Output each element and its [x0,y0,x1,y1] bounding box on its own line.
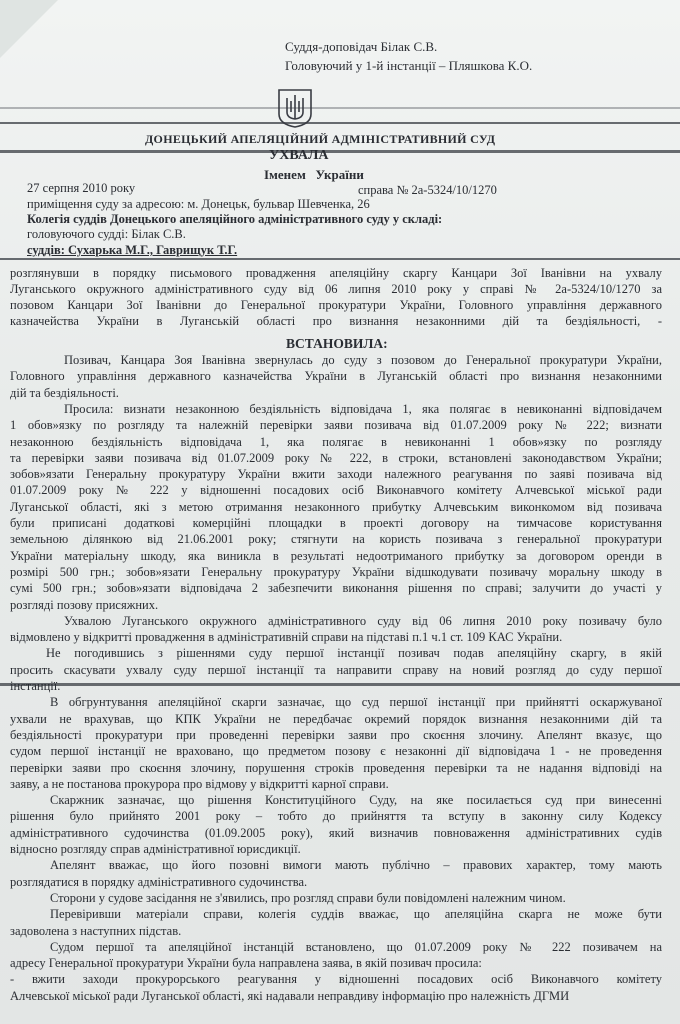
body-line: відмовлено у відкритті провадження в адміністративній справи на підставі п.1 ч.1 ст. 109 КАС України. [10,630,563,645]
body-line: дій та бездіяльності. [10,385,119,400]
scan-artifact-line [0,150,680,153]
body-line: зобов»язати Генеральну прокуратуру України вжити заходи належного реагування по заяві позивача від [10,467,662,482]
body-line: незаконною бездіяльність відповідача 1, яка полягає в невиконанні 1 обов»язку по розгляду [10,434,662,449]
body-line: ухвали не врахував, що КПК України не передбачає окремий порядок визнання незаконними дій та [10,711,662,726]
body-line: судом першої інстанції не враховано, що предметом позову є незаконні дії відповідача 1 - не проведення [10,744,662,759]
presiding-first-instance: Головуючий у 1-й інстанції – Пляшкова К.О. [285,58,533,73]
body-line: Апелянт вважає, що його позовні вимоги мають публічно – правових характер, тому мають [50,858,662,873]
body-line: рішення було прийнято 2001 року – тобто до прийняття та вступу в законну силу Кодексу [10,809,662,824]
judge-reporter: Суддя-доповідач Білак С.В. [285,39,438,54]
body-line: України матеріальну шкоду, яка виникла в результаті недоотриманого прибутку за договором оренди в [10,548,662,563]
body-line: Не погодившись з рішеннями суду першої інстанції позивач подав апеляційну скаргу, в якій [46,646,662,661]
document-title: УХВАЛА [269,148,329,163]
body-line: та перевірки заяви позивача від 01.07.2009 року № 222, в строки, встановлені законодавством України; [10,450,662,465]
body-line: Алчевської міської ради Луганської області, які надавали неправдиву інформацію про належність ДГМИ [10,988,570,1003]
body-line: інстанції. [10,679,61,693]
body-line: задоволена з наступних підстав. [10,923,182,938]
intro-line: Луганського окружного адміністративного суду від 06 липня 2010 року у справі № 2а-5324/10/1270 за [10,282,662,296]
body-line: 1 обов»язку по розгляду та належній перевірки заяви позивача від 01.07.2009 року № 222; визнати [10,418,662,433]
body-line: Просила: визнати незаконною бездіяльність відповідача 1, яка полягає в невиконанні відповідачем [64,401,662,416]
body-line: розмірі 500 грн.; зобов»язати Генеральну прокуратуру України відшкодувати позивачу моральну шкоду в [10,564,662,579]
trident-emblem-icon [276,88,314,128]
folded-corner [0,0,58,58]
body-line: земельною ділянкою від 21.06.2001 року; стягнути на користь позивача з генеральної прокуратури [10,532,662,547]
body-line: перевірки заяви про скоєння злочину, порушення строків проведення перевірки та не надання відповіді на [10,760,662,775]
case-number: справа № 2а-5324/10/1270 [358,183,497,197]
body-line: Позивач, Канцара Зоя Іванівна звернулась до суду з позовом до Генеральної прокуратури України, [64,353,662,367]
body-line: заяву, а не постанова прокурора про відмову у відкритті карної справи. [10,776,389,791]
panel-composition: Колегія суддів Донецького апеляційного адміністративного суду у складі: [27,212,443,226]
court-name: ДОНЕЦЬКИЙ АПЕЛЯЦІЙНИЙ АДМІНІСТРАТИВНИЙ СУД [145,132,496,146]
body-line: Головного управління державного казначейства України в Луганській області про визнання незаконними [10,369,662,384]
scan-artifact-line [0,107,680,109]
court-premises: приміщення суду за адресою: м. Донецьк, бульвар Шевченка, 26 [27,197,370,211]
body-line: просить скасувати ухвалу суду першої інстанції та направити справу на новий розгляд до суду першої [10,662,662,677]
body-line: були приписані додаткові комерційні площадки в проекті договору на тимчасове користування [10,516,662,530]
body-line: Луганської області, які з метою отримання незаконного прибутку Алчевським виконкомом від позивача [10,499,662,514]
body-line: Сторони у судове засідання не з'явились, про розгляд справи були повідомлені належним чином. [50,890,566,905]
body-line: Перевіривши матеріали справи, колегія суддів вважає, що апеляційна скарга не може бути [50,907,662,922]
body-line: адміністративного судочинства (01.09.2005 року), який визначив повноваження адміністративних судів [10,825,662,840]
intro-line: позовом Канцари Зої Іванівни до Генеральної прокуратури України, Головного управління державного [10,298,662,312]
intro-line: казначейства України в Луганській області про визнання незаконними дій та бездіяльності, - [10,314,662,328]
body-line: сумі 500 грн.; зобов»язати відповідача 2 забезпечити виконання рішення по справі; залучити до участі у [10,581,662,596]
body-line: - вжити заходи прокурорського реагування у відношенні посадових осіб Виконавчого комітету [10,972,662,987]
body-line: розглядатися в порядку адміністративного судочинства. [10,874,308,889]
intro-line: розглянувши в порядку письмового провадження апеляційну скаргу Канцари Зої Іванівни на ухвалу [10,266,662,280]
panel-judges: суддів: Сухарька М.Г., Гаврищук Т.Г. [27,243,238,257]
decision-date: 27 серпня 2010 року [27,181,136,195]
body-line: адресу Генеральної прокуратури України була направлена заява, в якій позивач просила: [10,956,482,971]
scan-artifact-line [0,122,680,124]
body-line: 01.07.2009 року № 222 у відношенні посадових осіб Виконавчого комітету Алчевської міської ради [10,483,662,498]
body-line: Скаржник зазначає, що рішення Конституційного Суду, на яке посилається суд при винесенні [50,793,662,808]
body-line: Судом першої та апеляційної інстанцій встановлено, що 01.07.2009 року № 222 позивачем на [50,939,662,954]
body-line: бездіяльності прокуратури при проведенні перевірки заяви про скоєння злочину. Апелянт вказує, що [10,727,662,742]
section-heading-established: ВСТАНОВИЛА: [286,336,388,351]
body-line: розгляді позову присяжних. [10,597,159,612]
body-line: Ухвалою Луганського окружного адміністративного суду від 06 липня 2010 року позивачу було [64,613,662,628]
in-the-name-of-ukraine: Іменем України [264,167,364,182]
presiding-judge: головуючого судді: Білак С.В. [27,227,186,241]
scan-artifact-line [0,258,680,260]
body-line: відносно розгляду справ адміністративної юрисдикції. [10,842,301,856]
body-line: В обгрунтування апеляційної скарги зазначає, що суд першої інстанції при прийнятті оскаржуваної [50,695,662,710]
